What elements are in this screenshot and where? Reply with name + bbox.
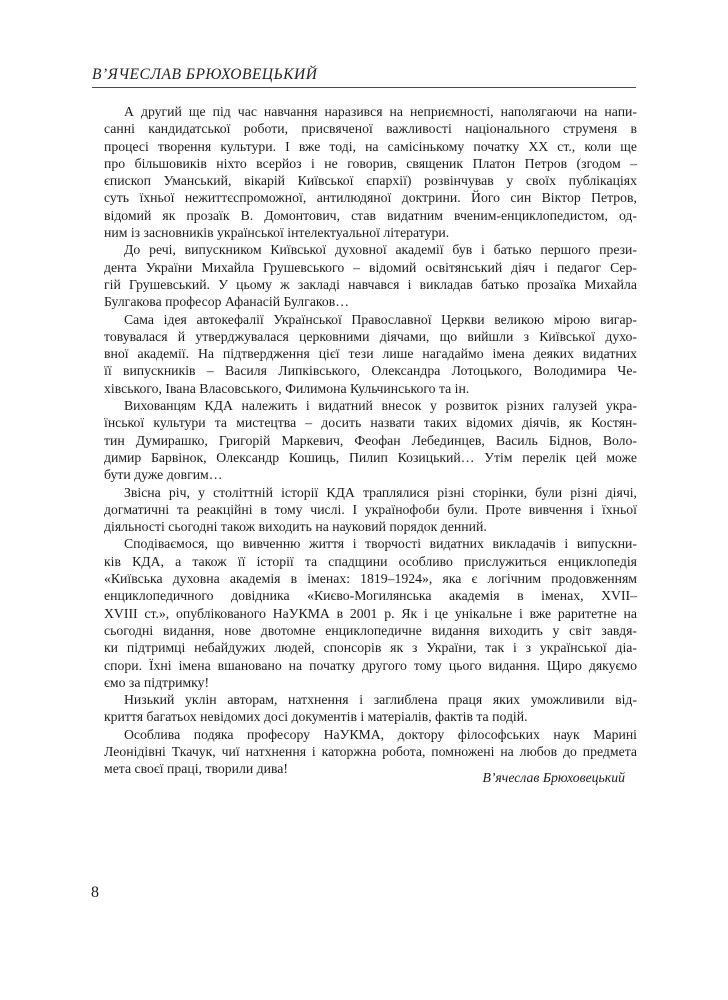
text-line: А другий ще під час навчання наразився на неприємності, наполягаючи на напи- (124, 104, 637, 119)
text-line: криття багатьох невідомих досі документів і матеріалів, фактів та подій. (104, 709, 528, 725)
text-line: мета своєї праці, творили дива! (104, 761, 288, 777)
text-line: вної академії. На підтвердження цієї тези лише нагадаймо імена деяких видатних (104, 346, 637, 362)
text-line: товувалася й утверджувалася церковними діячами, що вийшли з Київської духо- (104, 328, 637, 344)
text-line: Низький уклін авторам, натхнення і заглиблена праця яких уможливили від- (124, 692, 637, 708)
text-line: Особлива подяка професору НаУКМА, доктору філософських наук Марині (124, 726, 637, 742)
running-head-author: В’ЯЧЕСЛАВ БРЮХОВЕЦЬКИЙ (92, 66, 318, 83)
page-number: 8 (91, 884, 99, 901)
text-line: санні кандидатської роботи, присвяченої важливості національного струменя в (104, 121, 637, 137)
paragraph (104, 241, 637, 310)
text-line: ним із засновників української інтелектуальної літератури. (104, 225, 450, 241)
text-line: бути дуже довгим… (104, 467, 223, 483)
text-line: димир Барвінок, Олександр Кошиць, Пилип Козицький… Утім перелік цей може (104, 449, 637, 465)
text-line: процесі творення культури. І вже тоді, на самісінькому початку XX ст., коли ще (104, 138, 637, 154)
text-line: спори. Їхні імена вшановано на початку другого тому цього видання. Щиро дякуємо (104, 657, 637, 673)
author-signature: В’ячеслав Брюховецький (482, 770, 625, 785)
text-line: Булгакова професор Афанасій Булгаков… (104, 294, 350, 310)
text-line: її випускників – Василя Липківського, Олександра Лотоцького, Володимира Че- (104, 363, 637, 379)
text-line: ків КДА, а також її історії та спадщини особливо прислужиться енциклопедія (104, 553, 637, 569)
paragraph (104, 484, 637, 536)
text-line: хівського, Івана Власовського, Филимона Кульчинського та ін. (104, 380, 470, 396)
text-line: Вихованцям КДА належить і видатний внесок у розвиток різних галузей укра- (124, 398, 637, 414)
paragraph (104, 103, 637, 241)
text-line: XVIII ст.», опублікованого НаУКМА в 2001 р. Як і це унікальне і вже раритетне на (104, 605, 637, 621)
text-line: Сама ідея автокефалії Української Православної Церкви великою мірою вигар- (124, 311, 637, 327)
text-line: єпископ Уманський, вікарій Київської єпархії) розвінчував у своїх публікаціях (104, 173, 637, 189)
text-line: Леонідівні Ткачук, чиї натхнення і каторжна робота, помножені на любов до предмета (104, 743, 637, 759)
text-line: їнської культури та мистецтва – досить назвати таких відомих діячів, як Костян- (104, 415, 637, 431)
text-line: про більшовиків ніхто всерйоз і не говорив, священик Платон Петров (згодом – (104, 155, 637, 171)
text-line: діяльності сьогодні також виходить на науковий порядок денний. (104, 519, 487, 535)
text-line: відомий як прозаїк В. Домонтович, став видатним вченим-енциклопедистом, од- (104, 207, 637, 223)
paragraph (104, 311, 637, 397)
paragraph (104, 691, 637, 726)
text-line: До речі, випускником Київської духовної академії був і батько першого прези- (124, 242, 637, 258)
text-line: сьогодні видання, нове двотомне енциклопедичне видання виходить у світ завдя- (104, 622, 637, 638)
header-rule (92, 87, 636, 88)
text-line: Звісна річ, у століттній історії КДА траплялися різні сторінки, були різні діячі, (124, 484, 637, 500)
text-line: тин Думирашко, Григорій Маркевич, Феофан Лебединцев, Василь Біднов, Воло- (104, 432, 637, 448)
paragraph (104, 397, 637, 483)
text-line: «Київська духовна академія в іменах: 1819–1924», яка є логічним продовженням (104, 571, 637, 587)
text-line: ки підтримці небайдужих людей, спонсорів як з України, так і з української діа- (104, 640, 637, 656)
text-line: гій Грушевський. У цьому ж закладі навчався і викладав батько прозаїка Михайла (104, 276, 637, 292)
text-line: Сподіваємося, що вивченню життя і творчості видатних викладачів і випускни- (124, 536, 637, 552)
body-text (104, 103, 637, 778)
text-line: суть їхньої нежиттєспроможної, антилюдяної доктрини. Його син Віктор Петров, (104, 190, 637, 206)
paragraph (104, 535, 637, 691)
text-line: ємо за підтримку! (104, 674, 210, 690)
text-line: енциклопедичного довідника «Києво-Могилянська академія в іменах, XVII– (104, 588, 637, 604)
text-line: догматичні та реакційні в тому числі. І українофоби були. Проте вивчення і їхньої (104, 501, 637, 517)
text-line: дента України Михайла Грушевського – відомий освітянський діяч і педагог Сер- (104, 259, 637, 275)
